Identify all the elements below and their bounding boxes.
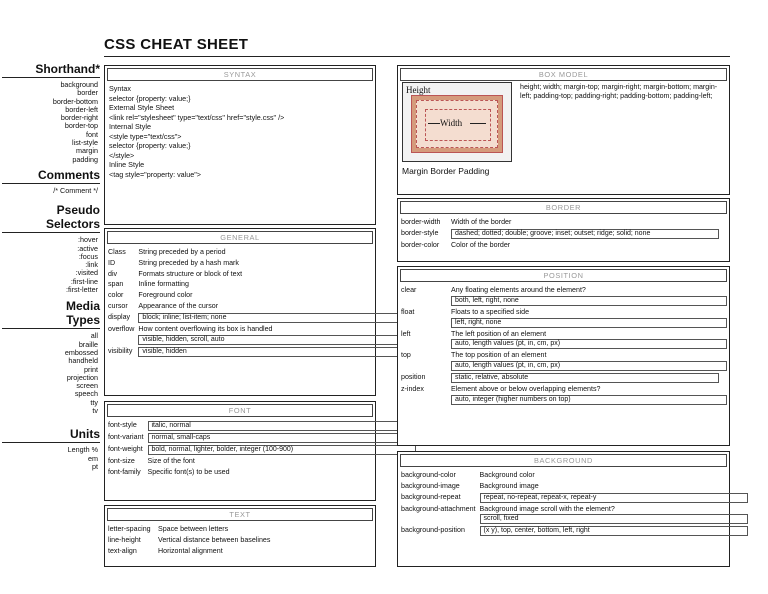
- table-row: [398, 492, 750, 504]
- value-box: auto, length values (pt, in, cm, px): [451, 339, 727, 349]
- property-value-cell: [136, 279, 408, 290]
- sidebar-item: all: [90, 331, 98, 341]
- property-name: div: [108, 269, 118, 278]
- property-value-cell: [136, 312, 408, 324]
- value-box: static, relative, absolute: [451, 373, 719, 383]
- title-underline: [104, 56, 730, 57]
- value-box: left, right, none: [451, 318, 727, 328]
- property-name: background-image: [401, 481, 460, 490]
- sidebar-item: border-top: [64, 121, 98, 131]
- property-value-cell: [449, 372, 729, 384]
- value-box: bold, normal, lighter, bolder, integer (100-900): [148, 445, 416, 455]
- property-value-cell: [156, 546, 375, 557]
- property-description: Size of the font: [147, 457, 195, 465]
- property-description: Any floating elements around the element?: [451, 286, 586, 294]
- property-value-cell: [449, 240, 729, 251]
- value-box: scroll, fixed: [480, 514, 748, 524]
- table-row: [105, 290, 408, 301]
- media-heading: Media: [65, 299, 100, 314]
- sidebar-item: braille: [78, 339, 98, 349]
- property-value-cell: [146, 467, 418, 478]
- property-description: The top position of an element: [451, 351, 547, 360]
- property-description: The left position of an element: [451, 329, 547, 338]
- syntax-line: selector {property: value;}: [109, 141, 191, 150]
- property-name: font-family: [108, 467, 141, 476]
- property-value-cell: [136, 258, 408, 269]
- sidebar-item: pt: [92, 461, 98, 471]
- property-value-cell: [146, 444, 418, 456]
- types-heading: Types: [66, 313, 100, 328]
- property-name: clear: [401, 286, 417, 294]
- value-box: (x y), top, center, bottom, left, right: [480, 526, 748, 536]
- value-box: normal, small-caps: [148, 433, 416, 443]
- divider: [2, 328, 100, 329]
- border-title: BORDER: [400, 201, 727, 214]
- property-description: Background image: [479, 481, 539, 490]
- property-name: background-attachment: [401, 504, 476, 513]
- box-legend-label: Margin Border Padding: [402, 166, 490, 176]
- content-area: [425, 109, 491, 141]
- sidebar-item: :link: [85, 260, 98, 270]
- media-list: [0, 332, 100, 415]
- property-name: position: [401, 373, 426, 382]
- property-name: span: [108, 280, 124, 289]
- table-row: [105, 279, 408, 290]
- sidebar-item: screen: [76, 381, 98, 391]
- syntax-line: Inline Style: [109, 160, 145, 169]
- property-value-cell: [478, 504, 750, 526]
- font-title: FONT: [107, 404, 373, 417]
- syntax-line: Syntax: [109, 84, 131, 93]
- property-description: String preceded by a hash mark: [138, 258, 239, 267]
- property-description: Foreground color: [138, 291, 193, 300]
- table-row: [398, 504, 750, 526]
- border-area: [411, 95, 503, 153]
- property-description: Background color: [479, 471, 535, 479]
- syntax-line: </style>: [109, 150, 135, 160]
- value-box: both, left, right, none: [451, 296, 727, 306]
- value-box: auto, integer (higher numbers on top): [451, 395, 727, 405]
- value-box: block; inline; list-item; none: [138, 313, 406, 323]
- table-row: [398, 470, 750, 481]
- background-title: BACKGROUND: [400, 454, 727, 467]
- sidebar-item: tv: [92, 406, 98, 416]
- padding-area: [416, 100, 498, 148]
- property-name: z-index: [401, 385, 424, 394]
- text-table: [105, 524, 375, 556]
- table-row: [398, 525, 750, 537]
- property-name: display: [108, 312, 131, 321]
- property-value-cell: [136, 247, 408, 258]
- table-row: [398, 228, 729, 240]
- property-name: line-height: [108, 535, 141, 544]
- sidebar-item: border-bottom: [52, 96, 98, 106]
- sidebar-item: padding: [72, 154, 98, 164]
- property-description: Color of the border: [451, 240, 511, 249]
- sidebar-item: Length %: [67, 445, 98, 455]
- property-description: Appearance of the cursor: [138, 301, 219, 310]
- property-description: Space between letters: [158, 525, 229, 533]
- table-row: [105, 524, 375, 535]
- property-description: Background image scroll with the element?: [479, 504, 615, 513]
- property-value-cell: [478, 525, 750, 537]
- text-title: TEXT: [107, 508, 373, 521]
- height-label: Height: [406, 85, 431, 95]
- table-row: [105, 301, 408, 312]
- table-row: [398, 285, 729, 307]
- table-row: [398, 217, 729, 228]
- table-row: [105, 546, 375, 557]
- property-name: background-repeat: [401, 492, 461, 501]
- table-row: [105, 535, 375, 546]
- boxmodel-description: height; width; margin-top; margin-right; margin-bottom; margin-left; padding-top; padding-right; padding-bottom; padding-left;: [520, 83, 718, 100]
- page-title: CSS CHEAT SHEET: [104, 36, 249, 53]
- property-value-cell: [478, 492, 750, 504]
- property-value-cell: [449, 228, 729, 240]
- property-name: background-color: [401, 471, 456, 479]
- sidebar-item: tty: [90, 397, 98, 407]
- value-box: repeat, no-repeat, repeat-x, repeat-y: [480, 493, 748, 503]
- table-row: [105, 324, 408, 346]
- property-value-cell: [478, 481, 750, 492]
- divider: [2, 232, 100, 233]
- position-table: [398, 285, 729, 406]
- position-title: POSITION: [400, 269, 727, 282]
- table-row: [105, 312, 408, 324]
- property-value-cell: [146, 420, 418, 432]
- property-name: ID: [108, 258, 116, 267]
- property-description: How content overflowing its box is handled: [138, 324, 273, 333]
- property-value-cell: [449, 384, 729, 406]
- box-model-diagram: [402, 82, 512, 176]
- table-row: [398, 372, 729, 384]
- value-box: dashed; dotted; double; groove; inset; outset; ridge; solid; none: [451, 229, 719, 239]
- pseudo-list: [0, 236, 100, 294]
- table-row: [398, 481, 750, 492]
- shorthand-heading: Shorthand*: [35, 62, 100, 76]
- table-row: [398, 307, 729, 329]
- boxmodel-title: BOX MODEL: [400, 68, 727, 81]
- background-panel: [397, 451, 730, 567]
- property-value-cell: [449, 285, 729, 307]
- property-value-cell: [449, 217, 729, 228]
- position-panel: [397, 266, 730, 446]
- property-value-cell: [449, 329, 729, 351]
- property-value-cell: [136, 269, 408, 280]
- selectors-heading: Selectors: [45, 217, 100, 232]
- property-value-cell: [136, 290, 408, 301]
- sidebar-item: :first-line: [70, 276, 98, 286]
- property-description: Inline formatting: [138, 280, 189, 289]
- property-name: border-style: [401, 228, 439, 237]
- property-name: visibility: [108, 346, 133, 355]
- property-name: letter-spacing: [108, 525, 151, 533]
- text-panel: [104, 505, 376, 567]
- table-row: [105, 420, 418, 432]
- syntax-line: <link rel="stylesheet" type="text/css" href="style.css" />: [109, 112, 285, 122]
- property-name: background-position: [401, 526, 465, 535]
- font-table: [105, 420, 418, 478]
- boxmodel-panel: [397, 65, 730, 195]
- property-value-cell: [449, 307, 729, 329]
- property-name: border-color: [401, 240, 440, 249]
- property-description: Width of the border: [451, 218, 512, 226]
- property-value-cell: [146, 456, 418, 467]
- syntax-line: <style type="text/css">: [109, 131, 182, 141]
- sidebar-item: em: [88, 453, 98, 463]
- border-table: [398, 217, 729, 251]
- table-row: [105, 467, 418, 478]
- property-name: color: [108, 291, 124, 300]
- sidebar-item: border-right: [60, 113, 98, 123]
- property-name: Class: [108, 248, 126, 256]
- table-row: [105, 444, 418, 456]
- sidebar-item: border-left: [65, 104, 98, 114]
- property-value-cell: [156, 535, 375, 546]
- property-description: Horizontal alignment: [158, 546, 223, 555]
- table-row: [398, 384, 729, 406]
- sidebar-item: font: [86, 129, 98, 139]
- property-value-cell: [136, 324, 408, 346]
- pseudo-heading: Pseudo: [56, 203, 100, 218]
- property-name: font-size: [108, 457, 135, 465]
- property-description: Formats structure or block of text: [138, 269, 243, 278]
- property-name: font-style: [108, 421, 137, 429]
- syntax-panel: [104, 65, 376, 225]
- sidebar-item: embossed: [64, 347, 98, 357]
- syntax-line: Internal Style: [109, 122, 151, 131]
- units-list: [0, 446, 100, 471]
- property-name: float: [401, 307, 415, 316]
- sidebar-item: :focus: [78, 251, 98, 261]
- syntax-line: <tag style="property: value">: [109, 169, 202, 179]
- font-panel: [104, 401, 376, 501]
- sidebar-item: handheld: [68, 356, 98, 366]
- sidebar-item: speech: [74, 389, 98, 399]
- divider: [2, 183, 100, 184]
- syntax-line: selector {property: value;}: [109, 93, 191, 103]
- units-heading: Units: [70, 427, 100, 442]
- general-title: GENERAL: [107, 231, 373, 244]
- shorthand-list: [0, 81, 100, 164]
- sidebar-item: margin: [76, 146, 98, 156]
- sidebar: [0, 62, 100, 471]
- syntax-line: External Style Sheet: [109, 103, 175, 112]
- property-name: text-align: [108, 546, 137, 555]
- comments-heading: Comments: [37, 167, 100, 182]
- property-description: String preceded by a period: [138, 248, 226, 256]
- value-box: visible, hidden, scroll, auto: [138, 335, 406, 345]
- width-label: Width: [440, 118, 463, 128]
- property-description: Floats to a specified side: [451, 307, 530, 316]
- property-name: font-weight: [108, 445, 143, 453]
- property-description: Vertical distance between baselines: [158, 535, 271, 544]
- sidebar-item: background: [60, 80, 98, 89]
- table-row: [105, 432, 418, 444]
- value-box: auto, length values (pt, in, cm, px): [451, 361, 727, 371]
- property-description: Specific font(s) to be used: [147, 467, 230, 476]
- width-arrow-left: [428, 123, 440, 124]
- property-name: font-variant: [108, 433, 144, 441]
- general-panel: [104, 228, 376, 396]
- sidebar-item: :hover: [78, 235, 98, 245]
- property-name: left: [401, 329, 411, 338]
- property-name: border-width: [401, 218, 441, 226]
- table-row: [105, 247, 408, 258]
- table-row: [105, 456, 418, 467]
- property-value-cell: [146, 432, 418, 444]
- sidebar-item: list-style: [72, 138, 98, 148]
- property-value-cell: [478, 470, 750, 481]
- sidebar-item: border: [77, 88, 98, 98]
- sidebar-item: /* Comment */: [53, 185, 98, 195]
- table-row: [398, 329, 729, 351]
- value-box: visible, hidden: [138, 347, 406, 357]
- sidebar-item: :visited: [75, 268, 98, 278]
- syntax-lines: [105, 84, 375, 179]
- comments-list: [0, 187, 100, 195]
- sidebar-item: print: [84, 364, 98, 374]
- property-description: Element above or below overlapping elements?: [451, 385, 601, 394]
- table-row: [105, 269, 408, 280]
- property-value-cell: [136, 301, 408, 312]
- sidebar-item: :active: [77, 243, 98, 253]
- table-row: [398, 240, 729, 251]
- general-table: [105, 247, 408, 358]
- divider: [2, 77, 100, 78]
- value-box: italic, normal: [148, 421, 416, 431]
- table-row: [105, 258, 408, 269]
- width-arrow-right: [470, 123, 486, 124]
- property-value-cell: [136, 346, 408, 358]
- property-value-cell: [449, 350, 729, 372]
- syntax-title: SYNTAX: [107, 68, 373, 81]
- property-name: cursor: [108, 301, 128, 310]
- property-value-cell: [156, 524, 375, 535]
- property-name: top: [401, 351, 411, 360]
- border-panel: [397, 198, 730, 262]
- property-name: overflow: [108, 324, 135, 333]
- background-table: [398, 470, 750, 537]
- divider: [2, 442, 100, 443]
- sidebar-item: :first-letter: [66, 285, 98, 295]
- sidebar-item: projection: [66, 372, 98, 382]
- table-row: [105, 346, 408, 358]
- table-row: [398, 350, 729, 372]
